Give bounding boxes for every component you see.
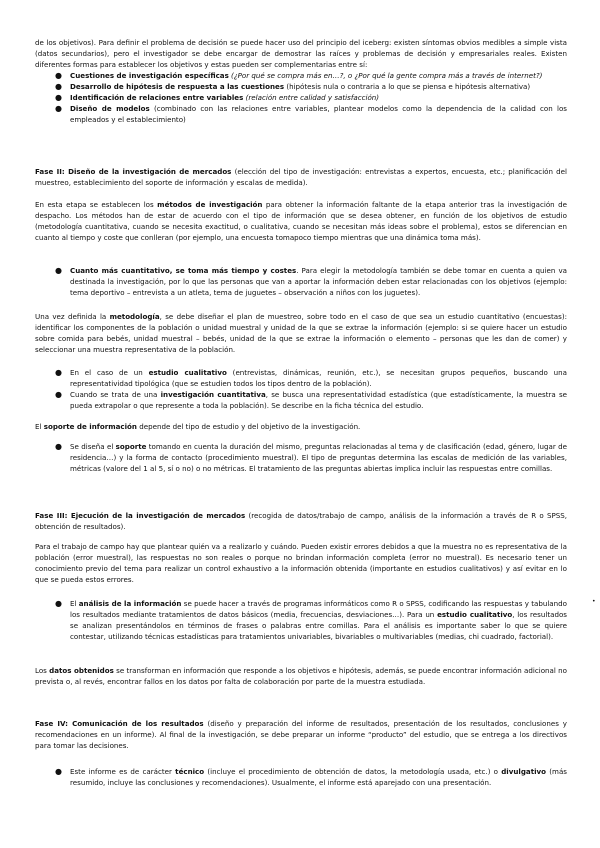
- list-item: ● Cuestiones de investigación específicas (¿Por qué se compra más en…?, o ¿Por qué la gente compra más a través de internet?): [55, 71, 543, 80]
- list-item: ● Cuanto más cuantitativo, se toma más tiempo y costes. Para elegir la metodología también se debe tomar en cuenta a quien va destinada la investigación, por lo que las personas que van a aportar la información deben estar relacionadas con los objetivos (ejemplo: tema deportivo – entrevista a un atleta, tema de juguetes – observación a niños con los juguetes).: [55, 266, 567, 298]
- list-item: ● Cuando se trata de una investigación cuantitativa, se busca una representatividad estadística (que estadísticamente, la muestra se pueda extrapolar o que represente a toda la población). Se describe en la ficha técnica del estudio.: [55, 390, 568, 411]
- list-item: ● Este informe es de carácter técnico (incluye el procedimiento de obtención de datos, la metodología usada, etc.) o divulgativo (más resumido, incluye las conclusiones y recomendaciones). Usualmente, el informe está aparejado con una presentación.: [55, 767, 567, 788]
- bullet-icon: ●: [55, 82, 62, 92]
- fase3-paragraph-1: Para el trabajo de campo hay que plantear quién va a realizarlo y cuándo. Pueden existir errores debidos a que la muestra no es representativa de la población (error muestral), las respuestas no son reales o porque no brindan información completa (error no muestral). Es necesario tener un conocimiento previo del tema para realizar un control exhaustivo a la información obtenida (importante en estudios cualitativos) y así evitar en lo que se pueda estos errores.: [35, 542, 567, 585]
- bullet-icon: ●: [55, 71, 62, 80]
- fase2-paragraph-1: En esta etapa se establecen los métodos de investigación para obtener la información faltante de la etapa anterior tras la investigación de despacho. Los métodos han de estar de acuerdo con el tipo de información que se desea obtener, en función de los objetivos de estudio (metodología cuantitativa, cuando se necesita exactitud, o cualitativa, cuando se necesitan más ideas sobre el problema), estos se diferencian en cuanto al tiempo y coste que conlleran (por ejemplo, una encuesta tomapoco tiempo mientras que una dinámica toma más).: [35, 200, 567, 243]
- bullet-icon: ●: [55, 442, 62, 451]
- fase4-list: [54, 766, 567, 788]
- list-item: ● El análisis de la información se puede hacer a través de programas informáticos como R o SPSS, codificando las respuestas y tabulando los resultados mediante tratamientos de datos básicos (media, frecuencias, desviaciones…). Para un estudio cualitativo, los resultados se analizan presentándolos en términos de frases o palabras entre comillas. Para el análisis es importante saber lo que se quiere contestar, utilizando técnicas estadísticas para tratamientos univariables, bivariables o multivariables (medias, chi cuadrado, factorial).: [55, 599, 568, 642]
- fase2-list-2: [54, 367, 567, 411]
- bullet-icon: ●: [55, 104, 62, 114]
- fase2-list-1: [54, 265, 567, 298]
- bullet-icon: ●: [55, 390, 62, 400]
- fase2-list-3: [54, 441, 567, 474]
- fase2-paragraph-2: Una vez definida la metodología, se debe diseñar el plan de muestreo, sobre todo en el caso de que sea un estudio cuantitativo (encuestas): identificar los componentes de la población o unidad muestral y unidad de la que se extrae la información (ejemplo: si se quiere hacer un estudio sobre comida para bebés, unidad muestral – bebés, unidad de la que se extrae la información o elemento – personas que les dan de comer) y seleccionar una muestra representativa de la población.: [35, 312, 567, 355]
- list-item: ● Desarrollo de hipótesis de respuesta a las cuestiones (hipótesis nula o contraria a lo que se piensa e hipótesis alternativa): [55, 82, 531, 92]
- fase2-heading: Fase II: Diseño de la investigación de mercados (elección del tipo de investigación: entrevistas a expertos, encuesta, etc.; planificación del muestreo, establecimiento del soporte de información y escalas de medida).: [35, 167, 567, 188]
- bullet-icon: ●: [55, 767, 62, 776]
- list-item: ● Se diseña el soporte tomando en cuenta la duración del mismo, preguntas relacionadas al tema y de clasificación (edad, género, lugar de residencia…) y la forma de contacto (procedimiento muestral). El tipo de preguntas determina las escalas de medición de las variables, métricas (valore del 1 al 5, sí o no) o no métricas. El tratamiento de las preguntas abiertas implica incluir las respuestas entre comillas.: [55, 442, 567, 474]
- bullet-icon: ●: [55, 368, 62, 377]
- list-item: ● Diseño de modelos (combinado con las relaciones entre variables, plantear modelos como la dependencia de la calidad con los empleados y el establecimiento): [55, 104, 568, 125]
- intro-paragraph: de los objetivos). Para definir el problema de decisión se puede hacer uso del principio del iceberg: existen síntomas obvios medibles a simple vista (datos secundarios), pero el investigador se debe encargar de demostrar las raíces y problemas de decisión y empresariales reales. Existen diferentes formas para establecer los objetivos y estas pueden ser complementarias entre sí:: [35, 38, 567, 70]
- bullet-icon: ●: [55, 599, 62, 608]
- fase4-heading: Fase IV: Comunicación de los resultados (diseño y preparación del informe de resultados, presentación de los resultados, conclusiones y recomendaciones en un informe). Al final de la investigación, se debe preparar un informe “producto” del estudio, que se entrega a los directivos para tomar las decisiones.: [35, 719, 567, 751]
- bullet-icon: ●: [55, 266, 62, 275]
- objectives-list: [54, 70, 567, 125]
- list-item: ● Identificación de relaciones entre variables (relación entre calidad y satisfacción): [55, 93, 380, 103]
- list-item: ● En el caso de un estudio cualitativo (entrevistas, dinámicas, reunión, etc.), se necesitan grupos pequeños, buscando una representatividad tipológica (que se estudien todos los tipos dentro de la población).: [55, 368, 567, 389]
- fase3-paragraph-2: Los datos obtenidos se transforman en información que responde a los objetivos e hipótesis, además, se puede encontrar información adicional no prevista o, al revés, encontrar fallos en los datos por falta de colaboración por parte de la muestra estudiada.: [35, 666, 567, 687]
- bullet-icon: ●: [55, 93, 62, 103]
- stray-mark: •: [592, 598, 596, 605]
- fase3-list: [54, 598, 567, 642]
- fase3-heading: Fase III: Ejecución de la investigación de mercados (recogida de datos/trabajo de campo, análisis de la información a través de R o SPSS, obtención de resultados).: [35, 511, 567, 532]
- fase2-paragraph-3: El soporte de información depende del tipo de estudio y del objetivo de la investigación.: [35, 422, 361, 431]
